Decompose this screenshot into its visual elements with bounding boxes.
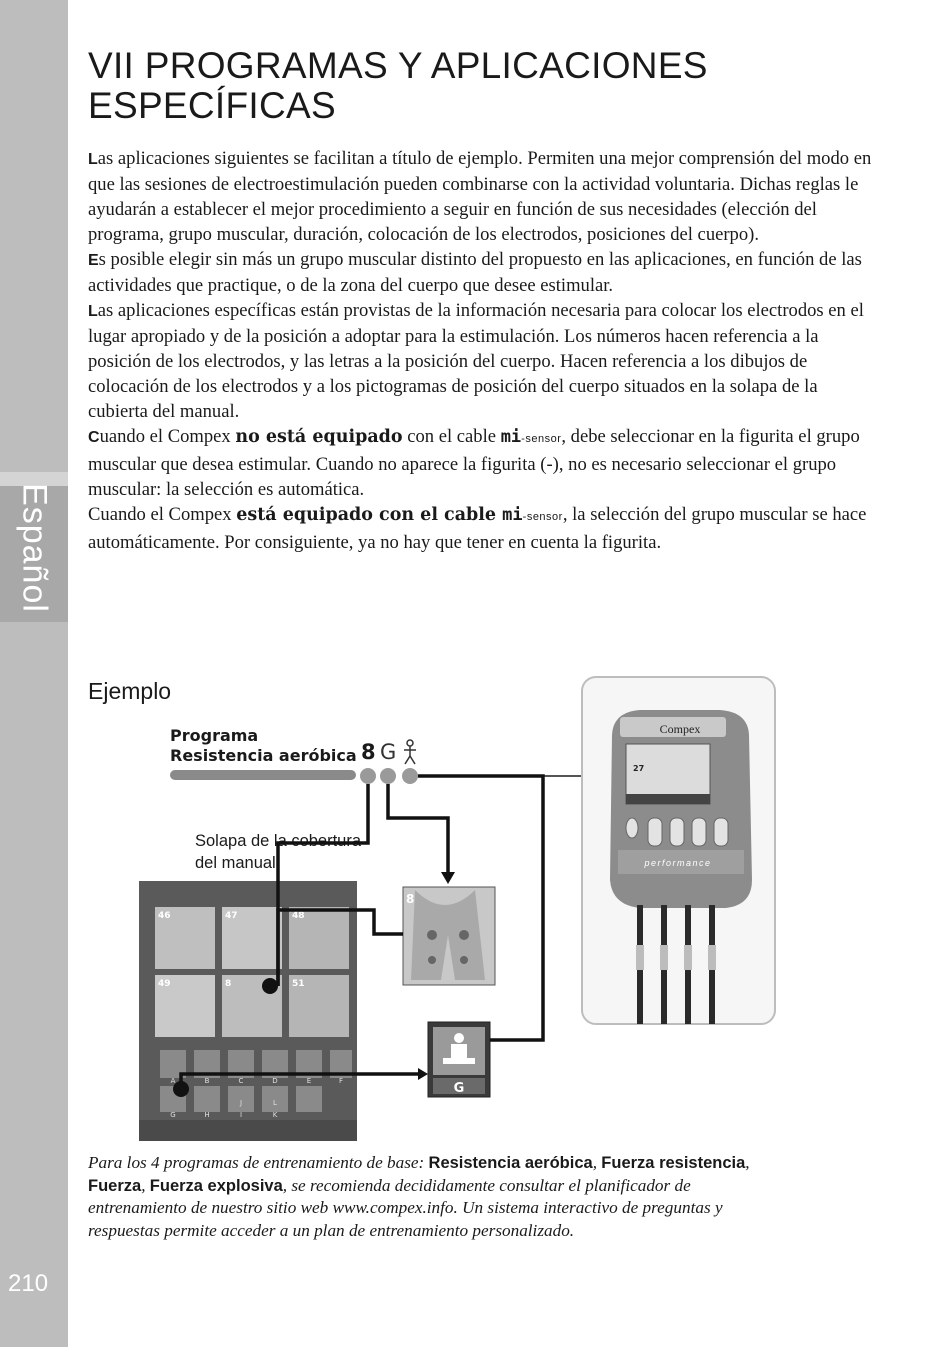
line-number-to-zoom [388, 784, 448, 876]
position-letter-l: L [273, 1099, 277, 1107]
electrode-number-51: 51 [292, 979, 305, 989]
paragraph-text: s posible elegir sin más un grupo muscular distinto del propuesto en las aplicaciones, en función de las actividades que practique, o de la zona del cuerpo que desee estimular. [88, 249, 862, 296]
emphasis: está equipado con el cable [236, 505, 503, 525]
title-line-1: VII PROGRAMAS Y APLICACIONES [88, 45, 708, 86]
flap-caption-line-1: Solapa de la cobertura [195, 832, 362, 850]
paragraph-text: as aplicaciones específicas están provistas de la información necesaria para colocar los electrodos en el lugar apropiado y de la posición a adoptar para la estimulación. Los números hacen referencia a la posición de los electrodos, y las letras a la posición del cuerpo. Hacen referencia a los dibujos de colocación de los electrodos y a los pictogramas de posición del cuerpo situados en la solapa de la cubierta del manual. [88, 300, 864, 422]
manual-flap-image [139, 881, 357, 1141]
flap-marker-dot-position [173, 1081, 189, 1097]
mi-logo-text: mi [500, 427, 522, 447]
position-letter-f: F [338, 1077, 344, 1085]
flap-marker-dot-electrode [262, 978, 278, 994]
position-letter: G [380, 740, 397, 764]
connector-dot-figure [402, 768, 418, 784]
mi-logo-text: mi [502, 505, 523, 525]
paragraph-text: , la selección del grupo muscular se hace automáticamente. Por consiguiente, ya no hay que tener en cuenta la figurita. [88, 504, 867, 553]
emphasis: no está equipado [235, 427, 403, 447]
device-brand: Compex [659, 722, 701, 736]
connector-dot-number [360, 768, 376, 784]
device-model: performance [644, 858, 712, 868]
program-name: Resistencia aeróbica [428, 1154, 593, 1172]
dropcap: E [88, 252, 99, 269]
electrode-number-46: 46 [158, 911, 171, 921]
position-letter-a: A [170, 1077, 176, 1085]
program-name: Fuerza explosiva [149, 1176, 283, 1195]
program-name: Fuerza resistencia [601, 1154, 746, 1172]
electrode-number-47: 47 [225, 911, 238, 921]
arrow-head-position [418, 1068, 428, 1080]
title-line-2: ESPECÍFICAS [88, 85, 336, 126]
electrode-zoom-image [403, 887, 495, 985]
electrode-number-49: 49 [158, 979, 171, 989]
program-number: 8 [361, 740, 376, 764]
position-letter-b: B [204, 1077, 210, 1085]
footer-text: , [141, 1175, 150, 1195]
flap-caption-line-2: del manual [195, 854, 276, 872]
dropcap: L [88, 151, 98, 168]
footer-text: , [745, 1153, 750, 1172]
page-number: 210 [8, 1270, 49, 1297]
position-letter-i: I [239, 1111, 243, 1119]
dropcap: L [88, 303, 98, 320]
position-letter-k: K [272, 1111, 278, 1119]
paragraph-text: Cuando el Compex [88, 504, 237, 525]
example-heading: Ejemplo [88, 678, 172, 704]
connector-dot-letter [380, 768, 396, 784]
electrode-number-8: 8 [225, 979, 232, 989]
position-letter-j: J [239, 1099, 243, 1107]
program-line-1: Programa [170, 726, 259, 745]
position-letter-g: G [170, 1111, 176, 1119]
arrow-head-zoom [441, 872, 455, 884]
program-bar [170, 770, 356, 780]
zoom-letter: G [453, 1081, 465, 1096]
language-label: Español [15, 483, 54, 613]
footer-text: , se recomienda decididamente consultar el planificador de entrenamiento de nuestro sitio web www.compex.info. Un sistema interactivo de preguntas y respuestas permite acceder a un plan de entrenamiento personalizado. [88, 1175, 723, 1240]
paragraph-text: con el cable [402, 426, 501, 447]
person-icon [404, 740, 416, 764]
sensor-text: -sensor [522, 511, 563, 523]
paragraph-text: as aplicaciones siguientes se facilitan a título de ejemplo. Permiten una mejor comprensión del modo en que las sesiones de electroestimulación pueden combinarse con la actividad voluntaria. Dichas reglas le ayudarán a establecer el mejor procedimiento a seguir en función de sus necesidades (elección del programa, grupo muscular, duración, colocación de los electrodos, posiciones del cuerpo). [88, 148, 872, 245]
paragraph-text: , debe seleccionar en la figurita el grupo muscular que desea estimular. Cuando no aparece la figurita (-), no es necesario seleccionar el grupo muscular: la selección es automática. [88, 426, 860, 500]
footer-text: Para los 4 programas de entrenamiento de base: [88, 1153, 429, 1172]
electrode-number-48: 48 [292, 911, 305, 921]
paragraph-text: uando el Compex [99, 426, 236, 447]
device-screen-value: 27 [633, 764, 645, 773]
program-name: Fuerza [88, 1176, 142, 1195]
footer-note [88, 1152, 788, 1242]
zoom-number: 8 [406, 892, 415, 906]
sensor-text: -sensor [521, 433, 562, 445]
position-letter-e: E [306, 1077, 312, 1085]
program-line-2: Resistencia aeróbica [170, 746, 357, 765]
dropcap: C [88, 429, 100, 446]
position-letter-d: D [272, 1077, 278, 1085]
footer-text: , [592, 1153, 602, 1172]
position-letter-c: C [238, 1077, 244, 1085]
position-letter-h: H [204, 1111, 210, 1119]
